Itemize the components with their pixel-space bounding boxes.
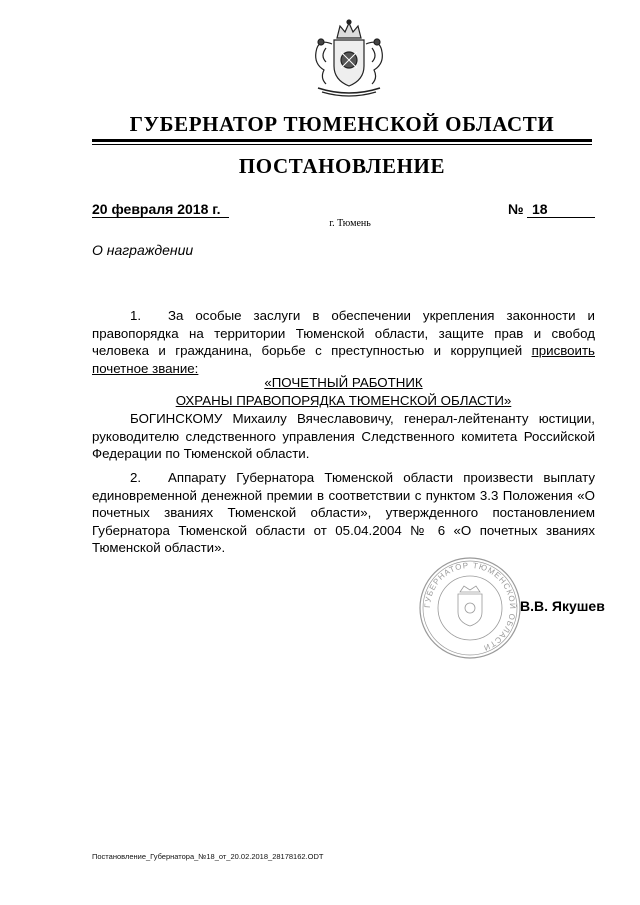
coat-of-arms-icon [304,18,394,100]
number-label: № [508,201,524,217]
official-seal-stamp-icon [418,556,522,660]
awardee-text: БОГИНСКОМУ Михаилу Вячеславовичу, генерал-лейтенанту юстиции, руководителю следственного управления Следственного комитета Российской Федерации по Тюменской области. [92,411,595,461]
paragraph-2-text: Аппарату Губернатора Тюменской области произвести выплату единовременной денежной премии в соответствии с пунктом 3.3 Положения «О почетных званиях Тюменской области», утвержденного постановлением Губернатора Тюменской области от 05.04.2004 № 6 «О почетных званиях Тюменской области». [92,470,595,555]
organization-name: ГУБЕРНАТОР ТЮМЕНСКОЙ ОБЛАСТИ [129,112,555,136]
honorary-title [92,374,595,409]
paragraph-1 [92,307,595,377]
city: г. Тюмень [329,218,371,229]
document-subject: О награждении [92,242,194,258]
svg-text:ГУБЕРНАТОР ТЮМЕНСКОЙ ОБЛАСТИ: ГУБЕРНАТОР ТЮМЕНСКОЙ ОБЛАСТИ [422,560,518,653]
document-number: 18 [532,201,548,217]
honorary-title-line-1: «ПОЧЕТНЫЙ РАБОТНИК [264,375,423,390]
paragraph-2 [92,469,595,557]
honorary-title-line-2: ОХРАНЫ ПРАВОПОРЯДКА ТЮМЕНСКОЙ ОБЛАСТИ» [175,392,512,408]
paragraph-2-number: 2. [130,470,142,485]
document-date: 20 февраля 2018 г. [92,201,221,217]
header-rule-thin [92,144,592,145]
paragraph-1-text: За особые заслуги в обеспечении укрепления законности и правопорядка на территории Тюменской области, защите прав и свобод человека и гражданина, борьбе с преступностью и коррупцией [92,308,595,358]
awardee-paragraph [92,410,595,463]
document-title: ПОСТАНОВЛЕНИЕ [238,154,446,178]
header-rule-thick [92,139,592,142]
paragraph-1-underlined-2: почетное звание: [92,360,199,376]
date-underline [92,217,229,218]
footer-filename: Постановление_Губернатора_№18_от_20.02.2018_28178162.ODT [92,852,324,861]
paragraph-1-number: 1. [130,308,142,323]
number-underline [527,217,595,218]
paragraph-1-underlined-1: присвоить [531,343,595,358]
signer-name: В.В. Якушев [520,598,605,614]
